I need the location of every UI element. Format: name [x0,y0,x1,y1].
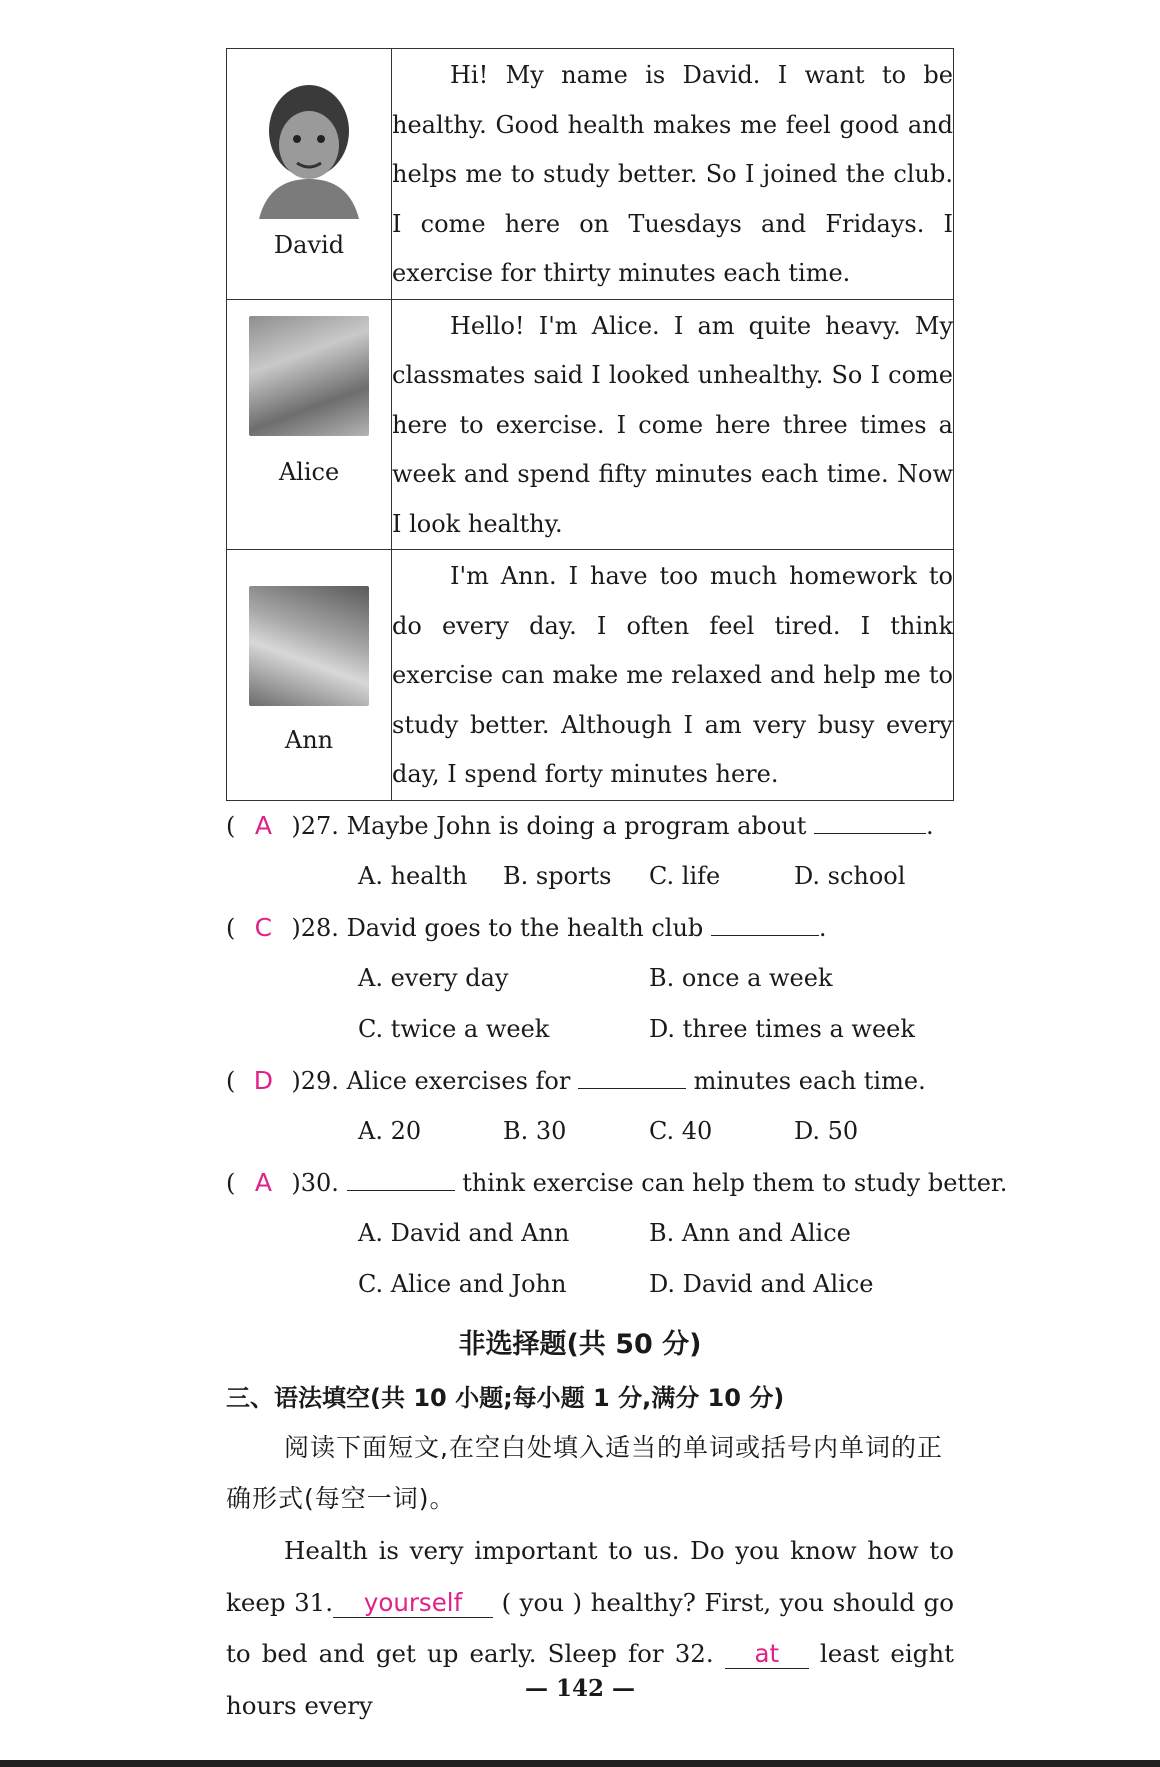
question-stem-end: . [818,914,827,942]
question-stem: Maybe John is doing a program about [346,812,807,840]
option: C. life [649,862,721,890]
question-30: ( A )30. think exercise can help them to study better. [226,1168,1008,1197]
option: D. school [794,862,906,890]
answer-blank [347,1168,455,1191]
fill-answer-32: at [725,1640,809,1669]
profile-text-cell [392,49,954,300]
question-number: 27. [300,812,339,840]
option: B. sports [503,862,612,890]
answer-mark: A [254,1168,272,1197]
profile-text: I'm Ann. I have too much homework to do every day. I often feel tired. I think exercise can make me relaxed and help me to study better. Although I am very busy every day, I spend forty minutes here. [392,562,953,788]
profile-text-cell [392,550,954,801]
fill-answer-31: yourself [333,1589,493,1618]
question-stem: David goes to the health club [346,914,704,942]
photo-cell [227,49,392,300]
alice-photo [249,316,369,436]
option: A. every day [358,964,509,992]
option: C. twice a week [358,1015,550,1043]
section-subtitle: 三、语法填空(共 10 小题;每小题 1 分,满分 10 分) [226,1384,785,1412]
option: B. Ann and Alice [649,1219,851,1247]
option: C. Alice and John [358,1270,567,1298]
option: D. David and Alice [649,1270,874,1298]
blank-number: 31. [294,1587,334,1617]
question-28: ( C )28. David goes to the health club . [226,913,827,942]
profile-text: Hi! My name is David. I want to be healthy. Good health makes me feel good and helps me to study better. So I joined the club. I come here on Tuesdays and Fridays. I exercise for thirty minutes each time. [392,61,953,287]
question-number: 28. [300,914,339,942]
question-stem: Alice exercises for [346,1067,571,1095]
answer-blank [711,913,819,936]
passage-text: Health is very important to us. Do you know how to keep [226,1536,954,1617]
ann-photo [249,586,369,706]
question-stem-end: minutes each time. [693,1067,926,1095]
answer-blank [814,811,926,834]
option: A. 20 [358,1117,422,1145]
question-number: 29. [300,1067,339,1095]
option: A. health [358,862,468,890]
photo-cell [227,550,392,801]
photo-cell [227,299,392,550]
option: D. three times a week [649,1015,915,1043]
profile-row-alice [227,299,954,550]
profile-name: David [273,231,345,259]
profile-name: Alice [278,457,340,486]
option: A. David and Ann [358,1219,570,1247]
profile-row-ann [227,550,954,801]
question-stem-end: . [926,812,934,840]
option: B. 30 [503,1117,567,1145]
page-number: — 142 — [524,1675,636,1702]
answer-mark: C [254,913,273,942]
passage-text: ( you ) healthy? First, you should go to bed and get up early. Sleep for 32. [226,1587,954,1668]
bottom-bar [0,1760,1160,1767]
instruction-text: 阅读下面短文,在空白处填入适当的单词或括号内单词的正确形式(每空一词)。 [226,1433,943,1513]
profile-name: Ann [284,726,334,754]
profile-text-cell [392,299,954,550]
profiles-table [226,48,954,801]
section-title: 非选择题(共 50 分) [458,1329,702,1360]
answer-mark: D [253,1066,273,1095]
question-27: ( A )27. Maybe John is doing a program about . [226,811,934,840]
david-photo [249,79,369,199]
option: C. 40 [649,1117,713,1145]
question-29: ( D )29. Alice exercises for minutes each time. [226,1066,926,1095]
question-stem-end: think exercise can help them to study better. [462,1169,1008,1197]
option: B. once a week [649,964,833,992]
option: D. 50 [794,1117,859,1145]
passage-text: least eight hours every [226,1639,954,1720]
profile-text: Hello! I'm Alice. I am quite heavy. My classmates said I looked unhealthy. So I come here to exercise. I come here three times a week and spend fifty minutes each time. Now I look healthy. [392,311,953,538]
question-number: 30. [300,1169,339,1197]
answer-blank [578,1066,686,1089]
profile-row-david [227,49,954,300]
answer-mark: A [254,811,272,840]
